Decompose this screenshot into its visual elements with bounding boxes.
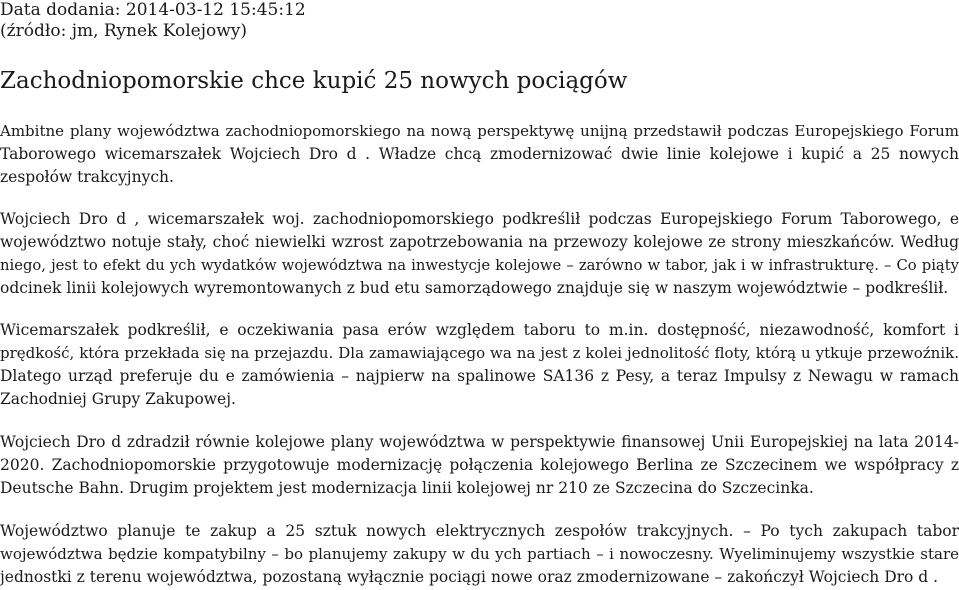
article-paragraph-2 (0, 208, 959, 300)
paragraph-line: Ambitne plany województwa zachodniopomorskiego na nową perspektywę unijną przedstawił podczas Europejskiego Forum (0, 122, 959, 140)
article-paragraph-1 (0, 120, 959, 189)
paragraph-line: 2020. Zachodniopomorskie przygotowuje modernizację połączenia kolejowego Berlina ze Szczecinem we współpracy z (0, 456, 959, 474)
paragraph-line: zespołów trakcyjnych. (0, 168, 174, 186)
paragraph-line: niego, jest to efekt du ych wydatków województwa na inwestycje kolejowe – zarówno w tabor, jak i w infrastrukturę. – Co piąty (0, 257, 959, 274)
paragraph-line: Deutsche Bahn. Drugim projektem jest modernizacja linii kolejowej nr 210 ze Szczecina do Szczecinka. (0, 479, 814, 497)
paragraph-line: odcinek linii kolejowych wyremontowanych z bud etu samorządowego znajduje się w naszym województwie – podkreślił. (0, 279, 949, 297)
paragraph-line: województwo notuje stały, choć niewielki wzrost zapotrzebowania na przewozy kolejowe ze strony mieszkańców. Według (0, 233, 959, 251)
article-title: Zachodniopomorskie chce kupić 25 nowych pociągów (0, 68, 628, 94)
article-paragraph-5 (0, 520, 959, 589)
publication-date: Data dodania: 2014-03-12 15:45:12 (0, 0, 306, 20)
article-source: (źródło: jm, Rynek Kolejowy) (0, 21, 247, 41)
paragraph-line: Taborowego wicemarszałek Wojciech Dro d . Władze chcą zmodernizować dwie linie kolejowe i kupić a 25 nowych (0, 145, 959, 163)
article-paragraph-3 (0, 319, 959, 411)
paragraph-line: prędkość, która przekłada się na przejazdu. Dla zamawiającego wa na jest z kolei jednolitość floty, którą u ytkuje przewoźnik. (0, 344, 959, 362)
paragraph-line: Województwo planuje te zakup a 25 sztuk nowych elektrycznych zespołów trakcyjnych. – Po tych zakupach tabor (0, 522, 959, 540)
paragraph-line: Wicemarszałek podkreślił, e oczekiwania pasa erów względem taboru to m.in. dostępność, niezawodność, komfort i (0, 321, 959, 339)
paragraph-line: jednostki z terenu województwa, pozostaną wyłącznie pociągi nowe oraz zmodernizowane – zakończył Wojciech Dro d . (0, 568, 939, 586)
article-paragraph-4 (0, 431, 959, 500)
paragraph-line: Dlatego urząd preferuje du e zamówienia – najpierw na spalinowe SA136 z Pesy, a teraz Impulsy z Newagu w ramach (0, 367, 959, 385)
paragraph-line: Zachodniej Grupy Zakupowej. (0, 390, 236, 408)
paragraph-line: Wojciech Dro d , wicemarszałek woj. zachodniopomorskiego podkreślił podczas Europejskiego Forum Taborowego, e (0, 210, 959, 228)
paragraph-line: województwa będzie kompatybilny – bo planujemy zakupy w du ych partiach – i nowoczesny. Wyeliminujemy wszystkie stare (0, 545, 959, 563)
paragraph-line: Wojciech Dro d zdradził równie kolejowe plany województwa w perspektywie finansowej Unii Europejskiej na lata 2014- (0, 433, 959, 451)
